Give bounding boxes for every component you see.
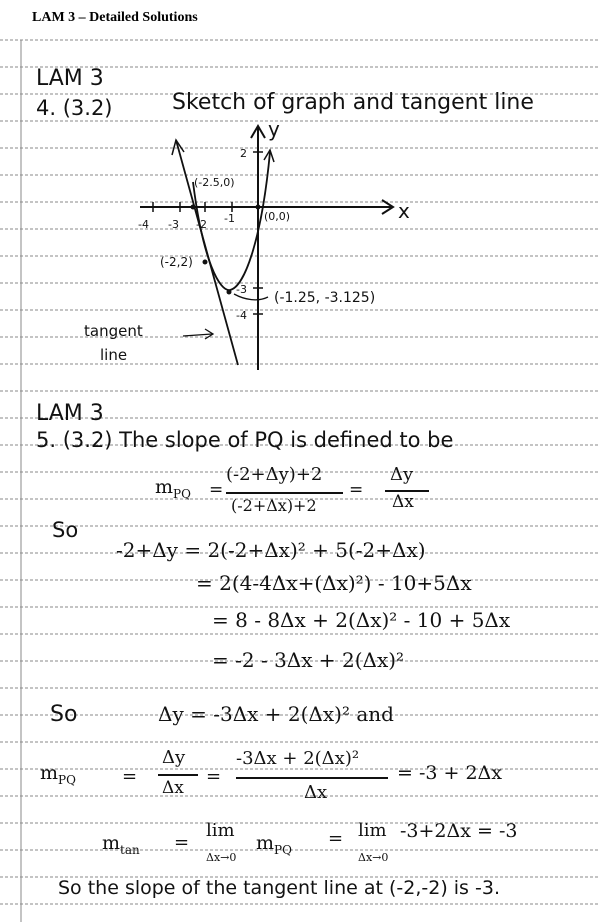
mpq-symbol-2: $m_{PQ}$: [40, 762, 76, 787]
problem-5-intro: 5. (3.2) The slope of PQ is defined to be: [36, 428, 454, 452]
problem-number-4: 4. (3.2): [36, 96, 113, 120]
label-origin: (0,0): [264, 210, 291, 223]
tangent-label: tangent: [84, 322, 143, 340]
lim-equals: =: [328, 828, 344, 849]
tangent-label-line: line: [100, 346, 128, 364]
tick-x-minus-3: -3: [168, 218, 179, 231]
lim-2-sub: Δx→0: [358, 851, 389, 864]
mpq2-result: = -3 + 2Δx: [397, 762, 502, 784]
mpq2-bar-2: [236, 777, 388, 779]
tick-y-2: 2: [240, 147, 247, 160]
mpq2-dy: Δy: [162, 747, 186, 768]
label-vertex: (-1.25, -3.125): [274, 290, 376, 306]
x-axis-label: x: [398, 199, 410, 223]
mpq-equals-2: =: [349, 480, 364, 500]
label-point-a: (-2.5,0): [194, 176, 235, 189]
equation-line-5: Δy = -3Δx + 2(Δx)² and: [158, 702, 394, 726]
conclusion: So the slope of the tangent line at (-2,-2) is -3.: [58, 877, 500, 899]
point-vertex: [227, 290, 232, 295]
mpq-dx: Δx: [392, 492, 414, 512]
lim-1: lim: [206, 820, 235, 841]
mtan-equals: =: [174, 832, 190, 853]
so-label-2: So: [50, 702, 78, 727]
mpq2-equals-2: =: [206, 766, 222, 787]
point-p: [203, 260, 208, 265]
equation-line-3: = 8 - 8Δx + 2(Δx)² - 10 + 5Δx: [212, 608, 511, 632]
tick-y-minus-3: -3: [236, 283, 247, 296]
equation-line-2: = 2(4-4Δx+(Δx)²) - 10+5Δx: [196, 571, 472, 595]
tick-x-minus-4: -4: [138, 218, 149, 231]
so-label-1: So: [52, 518, 79, 542]
lim-2-result: -3+2Δx = -3: [400, 820, 518, 842]
tick-x-minus-1: -1: [224, 212, 235, 225]
mpq2-dx: Δx: [162, 778, 184, 798]
mpq-numerator: (-2+Δy)+2: [226, 464, 323, 485]
y-axis-label: y: [268, 117, 280, 141]
mpq-equals: =: [209, 480, 224, 500]
point-origin: [256, 205, 261, 210]
page-header: LAM 3 – Detailed Solutions: [32, 10, 198, 25]
problem-4-title: Sketch of graph and tangent line: [172, 90, 534, 115]
lim-1-sub: Δx→0: [206, 851, 237, 864]
tick-y-minus-4: -4: [236, 309, 247, 322]
label-point-p: (-2,2): [160, 255, 193, 269]
lim-mpq: $m_{PQ}$: [256, 832, 292, 857]
equation-line-4: = -2 - 3Δx + 2(Δx)²: [212, 648, 405, 672]
mpq-denominator: (-2+Δx)+2: [231, 496, 317, 515]
tangent-line: [176, 140, 238, 365]
mpq2-equals: =: [122, 766, 138, 787]
mtan-symbol: $m_{tan}$: [102, 832, 140, 857]
lim-2: lim: [358, 820, 387, 841]
tangent-pointer: [183, 334, 212, 336]
mpq2-numerator: -3Δx + 2(Δx)²: [236, 748, 360, 769]
equation-line-1: -2+Δy = 2(-2+Δx)² + 5(-2+Δx): [116, 538, 426, 562]
mpq-dy: Δy: [390, 464, 414, 485]
mpq-fraction-bar: [226, 492, 343, 494]
lam-label-4: LAM 3: [36, 66, 104, 91]
mpq2-bar: [158, 774, 198, 776]
mpq-symbol: $m_{PQ}$: [155, 476, 191, 501]
tick-x-minus-2: -2: [196, 218, 207, 231]
mpq2-denominator: Δx: [304, 782, 328, 803]
lam-label-5: LAM 3: [36, 401, 104, 426]
point-minus-2-5: [191, 205, 196, 210]
